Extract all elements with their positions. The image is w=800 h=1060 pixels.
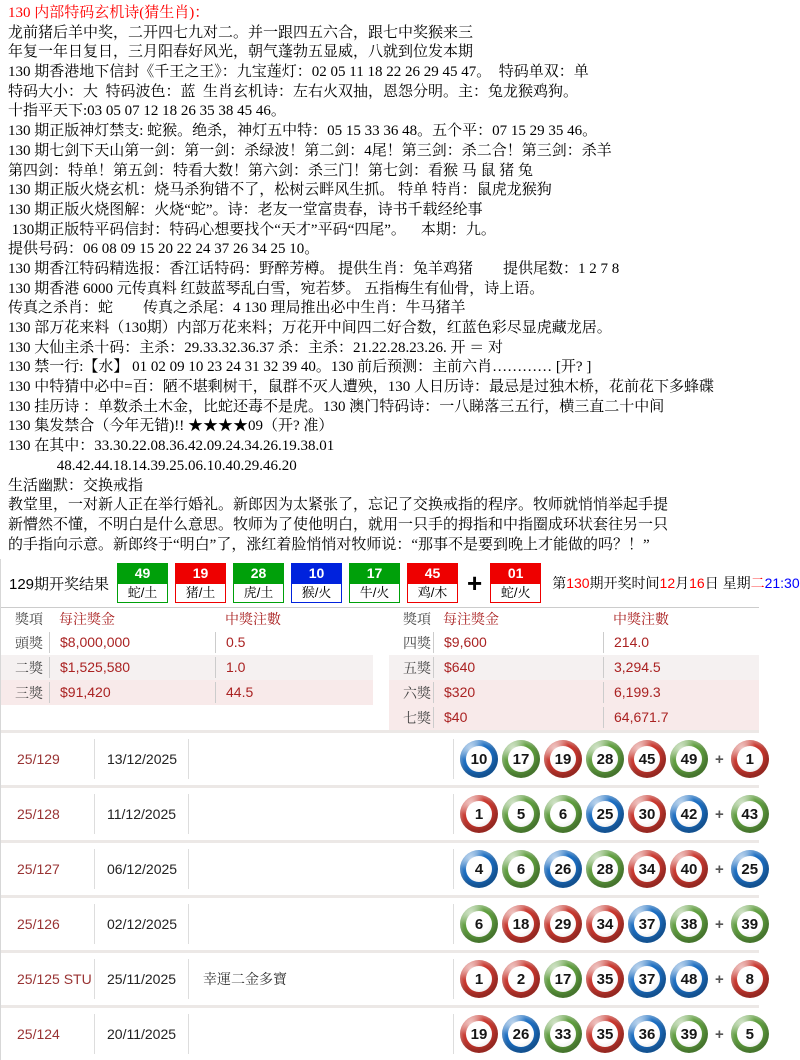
tips-line: 130 期正版火烧图解：火烧“蛇”。诗：老友一堂富贵春，诗书千载经纶事 — [8, 201, 483, 218]
prize-winners-count: 44.5 — [215, 682, 373, 703]
lottery-ball — [586, 850, 624, 888]
tips-line: 130 期正版神灯禁支: 蛇猴。绝杀，神灯五中特：05 15 33 36 48。五个平：07 15 29 35 46。 — [8, 123, 598, 140]
ball-number: 26 — [550, 856, 576, 882]
prize-table-header-row — [1, 608, 373, 630]
last-draw-tiles — [117, 563, 548, 603]
lottery-ball — [628, 795, 666, 833]
ball-number: 8 — [737, 966, 763, 992]
tile-number: 19 — [175, 563, 226, 584]
result-number-tile — [407, 563, 458, 603]
lottery-ball — [586, 960, 624, 998]
ball-number: 37 — [634, 911, 660, 937]
tips-line: 130 期七剑下天山第一剑：第一剑：杀绿波！第二剑：4尾！第三剑：杀二合！第三剑：杀羊 — [8, 142, 612, 159]
ball-number: 35 — [592, 1021, 618, 1047]
lottery-ball — [628, 740, 666, 778]
tips-line: 教堂里，一对新人正在举行婚礼。新郎因为太紧张了，忘记了交换戒指的程序。牧师就悄悄举起手提 — [8, 497, 669, 514]
lottery-ball — [670, 960, 708, 998]
ball-number: 33 — [550, 1021, 576, 1047]
prize-tier: 三獎 — [15, 684, 43, 701]
lottery-ball — [502, 960, 540, 998]
draw-note — [188, 904, 453, 944]
draw-balls — [453, 739, 769, 779]
ball-number: 2 — [508, 966, 534, 992]
tips-line: 130 集发禁合（今年无错)!! ★★★★09（开? 准） — [8, 418, 334, 435]
lottery-ball — [731, 960, 769, 998]
ball-number: 39 — [676, 1021, 702, 1047]
draw-date: 25/11/2025 — [94, 959, 188, 999]
lottery-ball — [544, 1015, 582, 1053]
lottery-ball — [544, 795, 582, 833]
result-number-tile — [117, 563, 168, 603]
ball-number: 19 — [550, 746, 576, 772]
next-draw-text-segment: 130 — [566, 575, 590, 592]
tile-zodiac-element: 猴/火 — [291, 584, 342, 603]
ball-number: 45 — [634, 746, 660, 772]
ball-number: 39 — [737, 911, 763, 937]
plus-separator: + — [715, 915, 724, 933]
result-number-tile — [175, 563, 226, 603]
tile-number: 45 — [407, 563, 458, 584]
ball-number: 25 — [592, 801, 618, 827]
prize-amount: $320 — [433, 682, 603, 703]
prize-tier: 五獎 — [403, 659, 431, 676]
ball-number: 25 — [737, 856, 763, 882]
ball-number: 17 — [508, 746, 534, 772]
ball-number: 19 — [466, 1021, 492, 1047]
tips-line: 提供号码：06 08 09 15 20 22 24 37 26 34 25 10。 — [8, 241, 320, 258]
lottery-ball — [460, 905, 498, 943]
prize-row — [1, 655, 373, 680]
draw-date: 13/12/2025 — [94, 739, 188, 779]
tile-number: 17 — [349, 563, 400, 584]
plus-sign: + — [467, 567, 483, 598]
prize-row — [1, 680, 373, 705]
ball-number: 17 — [550, 966, 576, 992]
draw-period-link[interactable]: 25/124 — [17, 1026, 60, 1043]
tips-line: 130 期正版火烧玄机：烧马杀狗错不了，松树云畔风生抓。 特单 特肖：鼠虎龙猴狗 — [8, 182, 552, 199]
ball-number: 38 — [676, 911, 702, 937]
prize-tables — [1, 607, 759, 730]
lottery-ball — [544, 960, 582, 998]
result-number-tile — [349, 563, 400, 603]
ball-number: 1 — [466, 966, 492, 992]
tile-number: 49 — [117, 563, 168, 584]
prize-row — [1, 630, 373, 655]
lottery-ball — [460, 960, 498, 998]
ball-number: 6 — [508, 856, 534, 882]
ball-number: 5 — [508, 801, 534, 827]
header-amount: 每注獎金 — [443, 611, 499, 628]
tips-line: 第四剑：特单！第五剑：特看大数！第六剑：杀三门！第七剑：看猴 马 鼠 猪 兔 — [8, 162, 534, 179]
tips-line: 130 大仙主杀十码：主杀：29.33.32.36.37 杀：主杀：21.22.28.23.26. 开 ＝ 对 — [8, 339, 504, 356]
lottery-ball — [628, 1015, 666, 1053]
plus-separator: + — [715, 805, 724, 823]
draw-balls — [453, 904, 769, 944]
ball-number: 1 — [466, 801, 492, 827]
prize-tier: 頭獎 — [15, 634, 43, 651]
prize-winners-count: 214.0 — [603, 632, 759, 653]
ball-number: 40 — [676, 856, 702, 882]
prize-winners-count: 0.5 — [215, 632, 373, 653]
ball-number: 18 — [508, 911, 534, 937]
draw-history-row — [1, 785, 759, 840]
tips-line: 130 部万花来料（130期）内部万花来料；万花开中间四二好合数，红蓝色彩尽显虎藏龙居。 — [8, 320, 612, 336]
draw-history-row — [1, 840, 759, 895]
next-draw-text-segment: 21:30 — [764, 575, 800, 592]
draw-balls — [453, 959, 769, 999]
ball-number: 1 — [737, 746, 763, 772]
prize-table-left — [1, 608, 373, 730]
last-draw-label: 129期开奖结果 — [9, 575, 110, 593]
draw-history-row — [1, 895, 759, 950]
header-tier: 獎項 — [15, 611, 43, 628]
lottery-ball — [586, 1015, 624, 1053]
lottery-ball — [670, 850, 708, 888]
tips-line: 年复一年日复日，三月阳春好风光，朝气蓬勃五显威，八就到位发本期 — [8, 44, 474, 61]
prize-winners-count — [215, 707, 373, 728]
next-draw-text-segment: 期开奖时间 — [589, 575, 660, 592]
header-units: 中獎注數 — [225, 611, 281, 628]
lottery-ball — [502, 905, 540, 943]
prize-row — [1, 705, 373, 730]
draw-note: 幸運二金多寶 — [188, 959, 453, 999]
draw-history-row — [1, 1005, 759, 1060]
plus-separator: + — [715, 860, 724, 878]
prize-row — [389, 680, 759, 705]
draw-period-link[interactable]: 25/125 STU — [17, 971, 92, 988]
header-amount: 每注獎金 — [59, 611, 115, 628]
prize-amount: $9,600 — [433, 632, 603, 653]
draw-period-link[interactable]: 25/129 — [17, 751, 60, 768]
lottery-ball — [502, 850, 540, 888]
ball-number: 42 — [676, 801, 702, 827]
header-tier: 獎項 — [403, 611, 431, 628]
prize-amount: $640 — [433, 657, 603, 678]
next-draw-text-segment: 日 星期 — [704, 575, 751, 592]
lottery-ball — [731, 1015, 769, 1053]
tile-zodiac-element: 蛇/土 — [117, 584, 168, 603]
lottery-ball — [502, 795, 540, 833]
lottery-ball — [731, 850, 769, 888]
plus-separator: + — [715, 1025, 724, 1043]
tips-line: 130期正版特平码信封：特码心想要找个“天才”平码“四尾”。 本期：九。 — [8, 221, 496, 238]
draw-note — [188, 739, 453, 779]
draw-period-link[interactable]: 25/127 — [17, 861, 60, 878]
ball-number: 34 — [634, 856, 660, 882]
tile-zodiac-element: 猪/土 — [175, 584, 226, 603]
tips-line: 的手指向示意。新郎终于“明白”了，涨红着脸悄悄对牧师说：“那事不是要到晚上才能做的吗？！” — [8, 536, 650, 553]
tips-line: 130 期香港地下信封《千王之王》：九宝莲灯：02 05 11 18 22 26 29 45 47。 特码单双：单 — [8, 64, 589, 81]
prize-row — [389, 630, 759, 655]
ball-number: 49 — [676, 746, 702, 772]
tile-zodiac-element: 蛇/火 — [490, 584, 541, 603]
lottery-ball — [670, 905, 708, 943]
prize-tier: 四獎 — [403, 634, 431, 651]
last-draw-results-bar — [1, 559, 800, 607]
results-widget — [0, 559, 800, 1060]
lottery-ball — [460, 795, 498, 833]
prize-amount: $1,525,580 — [49, 657, 215, 678]
ball-number: 35 — [592, 966, 618, 992]
draw-history-row — [1, 730, 759, 785]
tips-line: 130 中特猜中必中=百：陋不堪剩树干，鼠群不灭人遭殃，130 人日历诗：最忌是过独木桥，花前花下多蜂碟 — [8, 379, 714, 396]
tile-number: 01 — [490, 563, 541, 584]
lottery-ball — [502, 740, 540, 778]
lottery-ball — [628, 850, 666, 888]
prize-amount: $91,420 — [49, 682, 215, 703]
ball-number: 30 — [634, 801, 660, 827]
draw-period-link[interactable]: 25/128 — [17, 806, 60, 823]
prize-amount — [49, 707, 215, 728]
tips-line: 新懵然不懂，不明白是什么意思。牧师为了使他明白，就用一只手的拇指和中指圈成环状套往另一只 — [8, 516, 669, 533]
next-draw-text-segment: 16 — [689, 575, 705, 592]
lottery-ball — [460, 740, 498, 778]
tips-line: 130 在其中：33.30.22.08.36.42.09.24.34.26.19.38.01 — [8, 438, 335, 455]
lottery-ball — [544, 740, 582, 778]
ball-number: 6 — [466, 911, 492, 937]
next-draw-info — [552, 573, 799, 593]
lottery-ball — [731, 795, 769, 833]
lottery-ball — [544, 850, 582, 888]
prize-winners-count: 1.0 — [215, 657, 373, 678]
lottery-ball — [502, 1015, 540, 1053]
lottery-ball — [460, 850, 498, 888]
lottery-ball — [731, 905, 769, 943]
draw-note — [188, 794, 453, 834]
ball-number: 6 — [550, 801, 576, 827]
draw-note — [188, 1014, 453, 1054]
tips-line: 130 禁一行:【水】 01 02 09 10 23 24 31 32 39 40。130 前后预测：主前六肖………… [开? ] — [8, 359, 592, 376]
ball-number: 4 — [466, 856, 492, 882]
draw-history — [1, 730, 759, 1060]
lottery-ball — [586, 795, 624, 833]
ball-number: 28 — [592, 746, 618, 772]
ball-number: 43 — [737, 801, 763, 827]
lottery-ball — [670, 740, 708, 778]
result-number-tile — [233, 563, 284, 603]
ball-number: 28 — [592, 856, 618, 882]
draw-balls — [453, 849, 769, 889]
lottery-ball — [460, 1015, 498, 1053]
tips-line: 特码大小：大 特码波色：蓝 生肖玄机诗：左右火双抽，恩怨分明。主：兔龙猴鸡狗。 — [8, 83, 579, 100]
ball-number: 37 — [634, 966, 660, 992]
tips-line: 生活幽默：交换戒指 — [8, 477, 144, 494]
tile-number: 28 — [233, 563, 284, 584]
ball-number: 5 — [737, 1021, 763, 1047]
tips-line: 传真之杀肖：蛇 传真之杀尾：4 130 理局推出必中生肖：牛马猪羊 — [8, 300, 466, 317]
result-number-tile — [490, 563, 541, 603]
ball-number: 26 — [508, 1021, 534, 1047]
prize-tier: 六獎 — [403, 684, 431, 701]
draw-date: 20/11/2025 — [94, 1014, 188, 1054]
next-draw-text-segment: 12 — [659, 575, 676, 592]
draw-history-row — [1, 950, 759, 1005]
tips-line: 龙前猪后羊中奖，二开四七九对二。并一跟四五六合，跟七中奖猴来三 — [8, 24, 474, 41]
prize-row — [389, 705, 759, 730]
lottery-ball — [544, 905, 582, 943]
tips-text-block — [0, 0, 759, 555]
prize-row — [389, 655, 759, 680]
tips-line: 130 内部特码玄机诗(猜生肖)： — [8, 5, 210, 21]
prize-amount: $40 — [433, 707, 603, 728]
next-draw-text-segment: 第 — [552, 575, 567, 592]
ball-number: 29 — [550, 911, 576, 937]
draw-balls — [453, 794, 769, 834]
prize-tier: 二獎 — [15, 659, 43, 676]
tips-line: 130 挂历诗 ：单数杀土木金，比蛇还毒不是虎。130 澳门特码诗：一八睇落三五行，横三直二十中间 — [8, 398, 665, 415]
tips-line: 十指平天下:03 05 07 12 18 26 35 38 45 46。 — [8, 103, 286, 120]
plus-separator: + — [715, 970, 724, 988]
lottery-ball — [731, 740, 769, 778]
result-number-tile — [291, 563, 342, 603]
prize-tier: 七獎 — [403, 709, 431, 726]
ball-number: 36 — [634, 1021, 660, 1047]
lottery-ball — [586, 740, 624, 778]
draw-date: 02/12/2025 — [94, 904, 188, 944]
lottery-ball — [586, 905, 624, 943]
prize-table-right — [389, 608, 759, 730]
draw-date: 06/12/2025 — [94, 849, 188, 889]
prize-winners-count: 3,294.5 — [603, 657, 759, 678]
draw-balls — [453, 1014, 769, 1054]
lottery-ball — [670, 795, 708, 833]
ball-number: 10 — [466, 746, 492, 772]
next-draw-text-segment: 二 — [750, 575, 765, 592]
draw-period-link[interactable]: 25/126 — [17, 916, 60, 933]
tile-zodiac-element: 牛/火 — [349, 584, 400, 603]
tile-zodiac-element: 虎/土 — [233, 584, 284, 603]
tips-line: 130 期香江特码精选报：香江话特码：野醉芳樽。 提供生肖：兔羊鸡猪 提供尾数：1 2 7 8 — [8, 260, 620, 277]
prize-winners-count: 64,671.7 — [603, 707, 759, 728]
tips-line: 130 期香港 6000 元传真料 红鼓蓝琴乱白雪，宛若梦。 五指梅生有仙骨，诗上语。 — [8, 280, 545, 297]
lottery-ball — [628, 905, 666, 943]
prize-winners-count: 6,199.3 — [603, 682, 759, 703]
draw-note — [188, 849, 453, 889]
lottery-ball — [628, 960, 666, 998]
tips-line: 48.42.44.18.14.39.25.06.10.40.29.46.20 — [8, 457, 297, 474]
prize-table-header-row — [389, 608, 759, 630]
lottery-ball — [670, 1015, 708, 1053]
next-draw-text-segment: 月 — [675, 575, 690, 592]
prize-table-gap — [373, 608, 389, 730]
draw-date: 11/12/2025 — [94, 794, 188, 834]
tile-number: 10 — [291, 563, 342, 584]
plus-separator: + — [715, 750, 724, 768]
tile-zodiac-element: 鸡/木 — [407, 584, 458, 603]
ball-number: 34 — [592, 911, 618, 937]
ball-number: 48 — [676, 966, 702, 992]
header-units: 中獎注數 — [613, 611, 669, 628]
prize-amount: $8,000,000 — [49, 632, 215, 653]
